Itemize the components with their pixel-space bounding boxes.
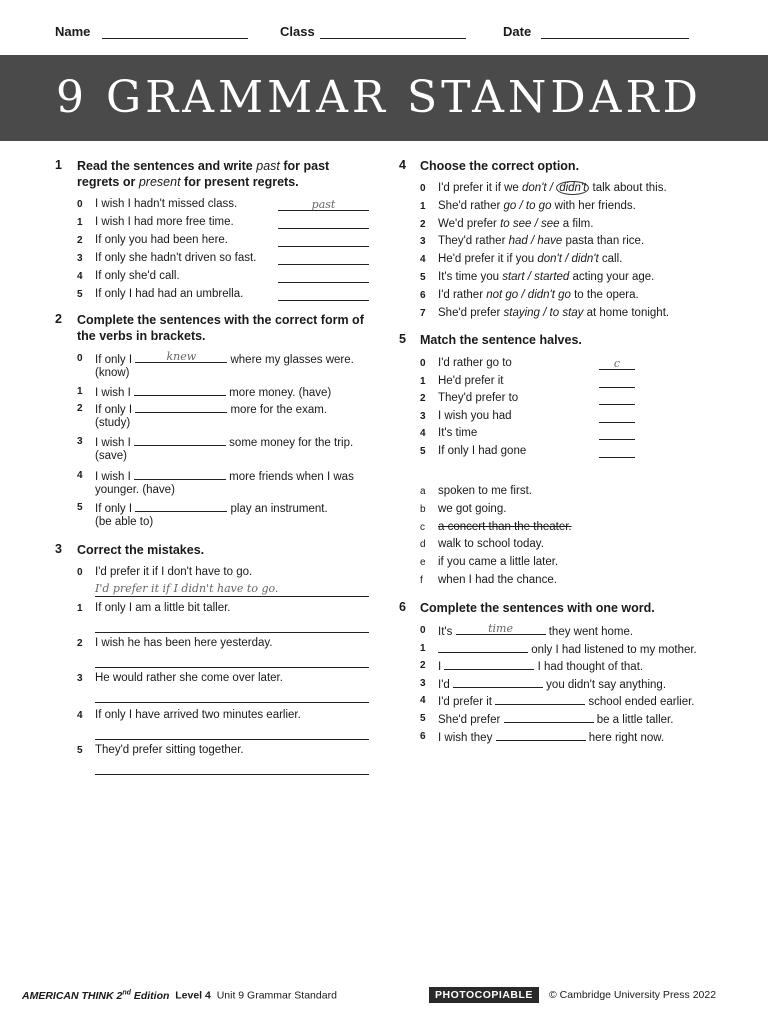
section-2-title: Complete the sentences with the correct form of the verbs in brackets. — [77, 313, 364, 343]
name-field[interactable] — [102, 24, 248, 39]
item-text-continued: (save) — [95, 450, 127, 462]
section-4-title: Choose the correct option. — [420, 159, 580, 173]
option-separator: / — [516, 199, 526, 212]
item-text-end: a film. — [559, 217, 594, 230]
option-letter: b — [420, 503, 426, 515]
item-number: 5 — [420, 713, 426, 724]
item-text — [438, 623, 633, 640]
item-number: 5 — [77, 745, 83, 756]
handwritten-answer: time — [488, 622, 513, 635]
option-a[interactable]: don't — [522, 182, 547, 194]
item-text-start: She'd rather — [438, 199, 504, 212]
item-text-continued: (know) — [95, 367, 130, 379]
option-b[interactable]: to stay — [549, 306, 584, 319]
copyright: © Cambridge University Press 2022 — [549, 989, 717, 1001]
item-text-end: more friends when I was — [225, 471, 354, 483]
item-number: 1 — [77, 603, 83, 614]
item-text-end: with her friends. — [551, 199, 636, 212]
handwritten-answer: knew — [166, 350, 197, 363]
match-answer-line[interactable] — [599, 410, 635, 423]
item-text-end: they went home. — [545, 626, 634, 638]
answer-blank[interactable] — [496, 729, 586, 741]
section-5-number: 5 — [399, 332, 406, 346]
answer-blank[interactable] — [135, 401, 227, 413]
date-field[interactable] — [541, 24, 689, 39]
item-number: 5 — [77, 289, 83, 300]
item-text: I wish he has been here yesterday. — [95, 637, 273, 649]
item-text-start: I'd rather — [438, 288, 487, 301]
class-field[interactable] — [320, 24, 466, 39]
item-text: I wish I hadn't missed class. — [95, 198, 238, 210]
answer-blank[interactable] — [453, 676, 543, 688]
option-a[interactable]: not go — [486, 288, 519, 301]
answer-line[interactable] — [278, 198, 369, 211]
item-text: They'd prefer sitting together. — [95, 744, 244, 756]
item-text-start: If only I — [95, 404, 136, 416]
item-text — [438, 252, 622, 267]
item-text — [438, 234, 644, 249]
item-text-end: more money. (have) — [225, 387, 332, 399]
item-text: If only she'd call. — [95, 270, 180, 282]
item-text — [438, 217, 593, 232]
option-separator: / — [561, 253, 572, 266]
answer-line[interactable] — [278, 288, 369, 301]
item-number: 1 — [420, 642, 426, 654]
item-text — [95, 434, 353, 451]
option-letter: e — [420, 557, 426, 569]
option-separator: / — [546, 182, 557, 194]
option-a[interactable]: to see — [500, 217, 532, 230]
item-number: 3 — [420, 677, 426, 689]
answer-line[interactable] — [278, 252, 369, 265]
item-text-start: We'd prefer — [438, 217, 501, 230]
item-text-end: pasta than rice. — [562, 235, 645, 248]
option-b[interactable]: didn't — [571, 253, 599, 266]
item-text-end: where my glasses were. — [227, 354, 354, 366]
item-number: 6 — [420, 730, 426, 742]
item-number: 2 — [77, 638, 83, 649]
item-text-end: some money for the trip. — [225, 437, 354, 449]
option-b[interactable]: started — [534, 271, 570, 283]
option-letter: f — [420, 575, 423, 586]
answer-blank[interactable] — [495, 693, 585, 705]
item-text: If only I have arrived two minutes earlier. — [95, 709, 301, 721]
item-text-start: I wish they — [438, 731, 496, 744]
item-number: 0 — [420, 358, 426, 369]
match-answer-line[interactable] — [599, 375, 635, 388]
item-text-start: If only I — [95, 503, 136, 515]
item-text-end: play an instrument. — [227, 503, 328, 515]
item-text — [95, 384, 331, 401]
item-number: 4 — [77, 271, 83, 282]
name-label: Name — [55, 24, 91, 39]
item-number: 5 — [420, 446, 426, 457]
item-number: 2 — [77, 235, 83, 246]
item-text-end: more for the exam. — [227, 404, 327, 416]
item-text: It's time — [438, 427, 478, 440]
footer-book-info: AMERICAN THINK 2nd Edition Level 4 Unit 9 Grammar Standard — [22, 989, 337, 1002]
item-number: 1 — [77, 217, 83, 228]
option-separator: / — [518, 288, 528, 301]
section-6-title: Complete the sentences with one word. — [420, 601, 655, 615]
item-number: 1 — [420, 375, 426, 387]
match-answer-line[interactable] — [599, 445, 635, 458]
item-number: 0 — [77, 567, 83, 578]
item-text-start: I — [438, 661, 445, 674]
option-text: spoken to me first. — [438, 485, 532, 497]
option-text: a concert than the theater. — [438, 520, 572, 533]
option-a[interactable]: don't — [537, 253, 562, 266]
item-number: 0 — [77, 353, 83, 364]
option-b[interactable]: didn't — [556, 181, 589, 195]
item-text-start: She'd prefer — [438, 714, 504, 726]
item-text: He'd prefer it — [438, 374, 504, 387]
page-title: 9 GRAMMAR STANDARD — [56, 72, 702, 123]
item-number: 2 — [77, 403, 83, 414]
option-a[interactable]: start — [502, 271, 525, 283]
item-text: If only I am a little bit taller. — [95, 602, 231, 614]
item-number: 2 — [420, 393, 426, 405]
item-text — [438, 306, 669, 321]
item-text-continued: (study) — [95, 417, 131, 429]
answer-blank[interactable] — [444, 658, 534, 670]
item-number: 0 — [420, 183, 426, 194]
option-a[interactable]: go — [503, 199, 517, 212]
item-text: I'd rather go to — [438, 357, 512, 369]
answer-blank[interactable] — [134, 434, 226, 446]
match-answer-line[interactable] — [599, 392, 635, 405]
option-text: we got going. — [438, 502, 507, 515]
item-text: I wish you had — [438, 409, 512, 422]
item-text-start: She'd prefer — [438, 306, 504, 319]
section-3-title: Correct the mistakes. — [77, 543, 205, 557]
option-separator: / — [527, 235, 538, 248]
option-separator: / — [539, 306, 550, 319]
item-number: 4 — [77, 710, 83, 721]
item-text-start: He'd prefer it if you — [438, 253, 538, 266]
item-number: 5 — [420, 272, 426, 283]
handwritten-answer: c — [613, 357, 621, 370]
item-number: 6 — [420, 289, 426, 301]
item-text-start: I wish I — [95, 437, 134, 449]
item-number: 3 — [77, 673, 83, 684]
item-number: 3 — [77, 253, 83, 264]
section-5-title: Match the sentence halves. — [420, 333, 582, 347]
item-text-end: here right now. — [585, 731, 665, 744]
item-text — [438, 270, 654, 285]
handwritten-answer: past — [311, 198, 336, 211]
item-text — [438, 181, 667, 196]
option-b[interactable]: didn't go — [527, 288, 571, 301]
answer-line[interactable] — [95, 653, 369, 668]
item-text: I wish I had more free time. — [95, 216, 234, 228]
item-number: 3 — [77, 436, 83, 447]
item-text-start: I'd prefer it if we — [438, 182, 523, 194]
item-text-start: I wish I — [95, 387, 134, 399]
item-text: If only she hadn't driven so fast. — [95, 252, 257, 264]
option-text: walk to school today. — [438, 538, 544, 551]
photocopiable-badge: PHOTOCOPIABLE — [429, 987, 539, 1003]
answer-blank[interactable] — [504, 711, 594, 723]
answer-line[interactable] — [95, 582, 369, 597]
answer-blank[interactable] — [456, 623, 546, 635]
item-text-start: I wish I — [95, 471, 134, 483]
item-number: 1 — [77, 386, 83, 397]
item-text-end: at home tonight. — [583, 306, 670, 319]
item-text: If only I had had an umbrella. — [95, 288, 244, 300]
answer-line[interactable] — [95, 618, 369, 633]
option-a[interactable]: staying — [503, 306, 540, 319]
item-number: 2 — [420, 660, 426, 672]
answer-line[interactable] — [95, 725, 369, 740]
item-text — [438, 641, 697, 658]
item-text-end: to the opera. — [570, 288, 639, 301]
item-number: 3 — [420, 236, 426, 248]
section-3-number: 3 — [55, 542, 62, 556]
item-text: He would rather she come over later. — [95, 672, 283, 684]
item-number: 0 — [420, 625, 426, 636]
answer-line[interactable] — [278, 234, 369, 247]
item-number: 1 — [420, 200, 426, 212]
item-text-start: It's — [438, 626, 456, 638]
item-text — [438, 199, 636, 214]
item-number: 4 — [420, 695, 426, 707]
option-letter: c — [420, 521, 425, 533]
item-number: 5 — [77, 502, 83, 513]
section-2-number: 2 — [55, 312, 62, 326]
item-number: 4 — [420, 254, 426, 266]
option-b[interactable]: have — [537, 235, 563, 248]
option-separator: / — [524, 271, 535, 283]
item-number: 0 — [77, 199, 83, 210]
item-text: If only you had been here. — [95, 234, 228, 246]
item-text-start: I'd — [438, 678, 453, 691]
answer-blank[interactable] — [134, 384, 226, 396]
item-text-end: only I had listened to my mother. — [528, 643, 697, 656]
section-4-number: 4 — [399, 158, 406, 172]
item-number: 4 — [77, 470, 83, 481]
option-letter: a — [420, 486, 426, 497]
answer-blank[interactable] — [135, 351, 227, 363]
item-text-end: you didn't say anything. — [542, 678, 667, 691]
answer-blank[interactable] — [438, 641, 528, 653]
item-text-end: acting your age. — [569, 271, 655, 283]
item-text — [438, 658, 643, 675]
item-text-start: If only I — [95, 354, 136, 366]
answer-blank[interactable] — [135, 500, 227, 512]
item-text-end: talk about this. — [589, 182, 667, 194]
item-text-end: I had thought of that. — [534, 661, 644, 674]
item-text — [438, 693, 695, 710]
option-b[interactable]: see — [541, 217, 560, 230]
answer-line[interactable] — [95, 688, 369, 703]
item-text — [438, 676, 666, 693]
option-a[interactable]: had — [508, 235, 528, 248]
match-answer-line[interactable] — [599, 357, 635, 370]
item-text-end: school ended earlier. — [585, 696, 695, 709]
item-text-continued: younger. (have) — [95, 484, 175, 496]
item-text-end: be a little taller. — [593, 714, 674, 726]
option-text: when I had the chance. — [438, 574, 557, 586]
item-text-end: call. — [598, 253, 623, 266]
date-label: Date — [503, 24, 532, 39]
option-separator: / — [531, 217, 541, 230]
item-text-start: I'd prefer it — [438, 696, 496, 709]
item-text: They'd prefer to — [438, 392, 519, 405]
match-answer-line[interactable] — [599, 427, 635, 440]
item-text-start: They'd rather — [438, 235, 509, 248]
handwritten-answer: I'd prefer it if I didn't have to go. — [95, 582, 279, 595]
section-1-number: 1 — [55, 158, 62, 172]
option-text: if you came a little later. — [438, 556, 559, 569]
item-text-start: It's time you — [438, 271, 503, 283]
answer-line[interactable] — [95, 760, 369, 775]
item-number: 3 — [420, 410, 426, 422]
item-text — [95, 351, 354, 368]
item-text: If only I had gone — [438, 445, 527, 457]
section-6-number: 6 — [399, 600, 406, 614]
item-number: 4 — [420, 428, 426, 440]
item-number: 2 — [420, 218, 426, 230]
option-b[interactable]: to go — [525, 199, 552, 212]
item-text: I'd prefer it if I don't have to go. — [95, 566, 253, 578]
item-number: 7 — [420, 307, 426, 319]
item-text — [438, 711, 673, 728]
answer-line[interactable] — [278, 216, 369, 229]
answer-blank[interactable] — [134, 468, 226, 480]
answer-line[interactable] — [278, 270, 369, 283]
item-text — [438, 729, 664, 746]
item-text-continued: (be able to) — [95, 516, 154, 528]
item-text — [438, 288, 639, 303]
section-1-title: Read the sentences and write past for past regrets or present for present regrets. — [77, 159, 330, 189]
class-label: Class — [280, 24, 315, 39]
option-letter: d — [420, 539, 426, 551]
